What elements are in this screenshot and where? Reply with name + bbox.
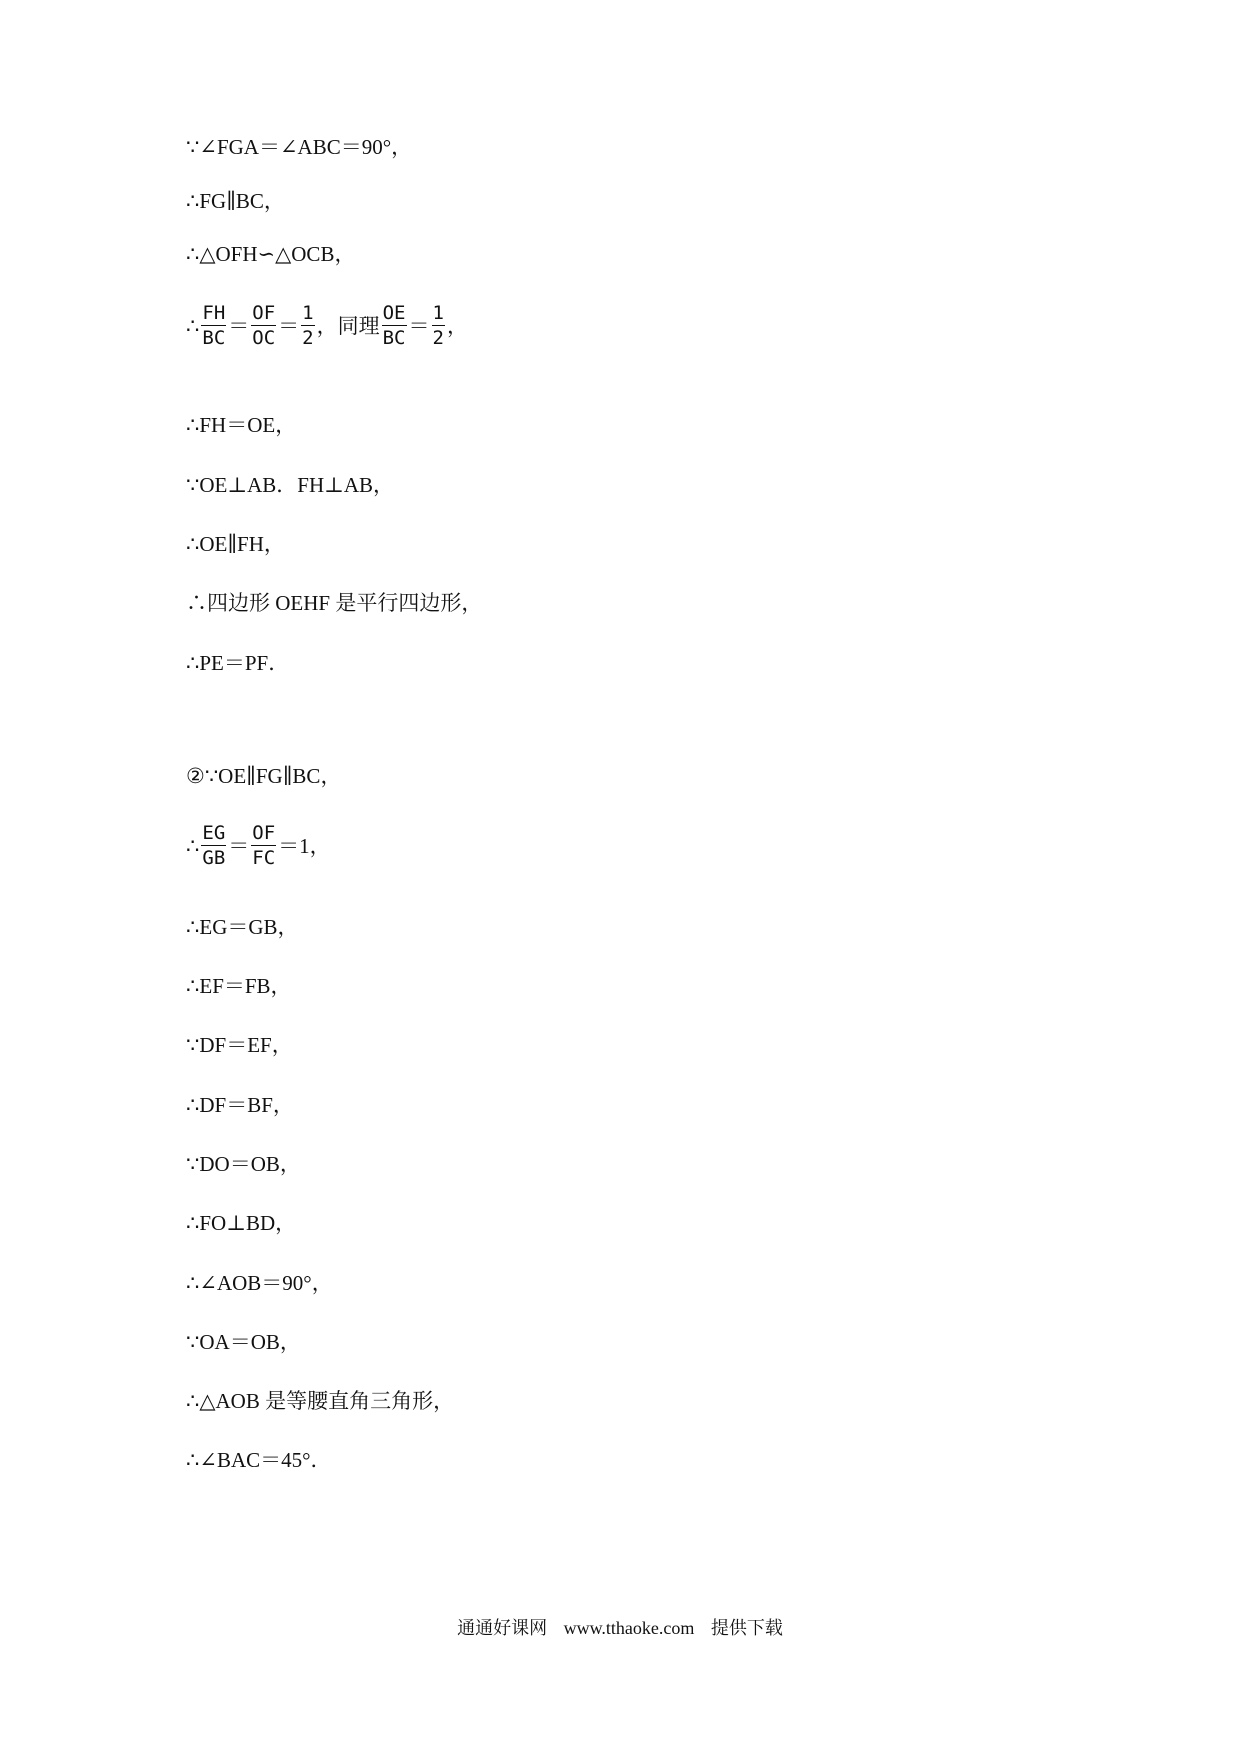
equals-sign: ＝ bbox=[228, 833, 250, 858]
fraction bbox=[251, 302, 276, 349]
fraction-numerator: 1 bbox=[302, 302, 314, 324]
text-segment: ，同理 bbox=[316, 313, 380, 338]
fraction-numerator: OF bbox=[252, 822, 276, 844]
therefore-symbol: ∴ bbox=[186, 313, 200, 338]
fraction-numerator: 1 bbox=[432, 302, 444, 324]
fraction-numerator: EG bbox=[202, 822, 226, 844]
fraction bbox=[201, 822, 226, 869]
fraction bbox=[382, 302, 407, 349]
footer-url[interactable]: www.tthaoke.com bbox=[563, 1618, 695, 1638]
proof-line: ∴FO⊥BD， bbox=[186, 1211, 297, 1235]
proof-line: ∴△AOB 是等腰直角三角形， bbox=[186, 1389, 455, 1413]
fraction bbox=[251, 822, 276, 869]
punctuation: ， bbox=[446, 313, 468, 338]
fraction-numerator: FH bbox=[202, 302, 226, 324]
text-segment: ＝1， bbox=[278, 833, 331, 858]
proof-line: ②∵OE∥FG∥BC， bbox=[186, 764, 342, 788]
footer-suffix: 提供下载 bbox=[710, 1618, 783, 1638]
proof-line: ∴△OFH∽△OCB， bbox=[186, 242, 356, 266]
proof-line: ∵OA＝OB， bbox=[186, 1330, 301, 1354]
footer-site-name: 通通好课网 bbox=[457, 1618, 548, 1638]
fraction-denominator: 2 bbox=[432, 327, 444, 349]
proof-line: ∴四边形 OEHF 是平行四边形， bbox=[186, 591, 483, 615]
fraction-denominator: OC bbox=[252, 327, 276, 349]
proof-line: ∵OE⊥AB．FH⊥AB， bbox=[186, 473, 395, 497]
fraction-denominator: BC bbox=[382, 327, 406, 349]
fraction-denominator: GB bbox=[202, 847, 226, 869]
proof-line: ∴∠BAC＝45°． bbox=[186, 1448, 332, 1472]
proof-line: ∵DF＝EF， bbox=[186, 1033, 293, 1057]
proof-line: ∴PE＝PF． bbox=[186, 651, 290, 675]
proof-line: ∴FH＝OE， bbox=[186, 413, 297, 437]
proof-line: ∴FG∥BC， bbox=[186, 189, 285, 213]
equals-sign: ＝ bbox=[228, 313, 250, 338]
fraction bbox=[201, 302, 226, 349]
proof-line: ∴EF＝FB， bbox=[186, 974, 292, 998]
proof-line: ∵DO＝OB， bbox=[186, 1152, 301, 1176]
proof-line-fractions bbox=[186, 302, 468, 349]
equals-sign: ＝ bbox=[408, 313, 430, 338]
fraction bbox=[301, 302, 314, 349]
fraction-denominator: BC bbox=[202, 327, 226, 349]
proof-line: ∴EG＝GB， bbox=[186, 915, 299, 939]
equals-sign: ＝ bbox=[278, 313, 300, 338]
fraction-numerator: OE bbox=[382, 302, 406, 324]
fraction-denominator: FC bbox=[252, 847, 276, 869]
page-footer bbox=[0, 1614, 1240, 1640]
proof-line: ∵∠FGA＝∠ABC＝90°， bbox=[186, 135, 413, 159]
proof-line: ∴DF＝BF， bbox=[186, 1093, 294, 1117]
proof-line-fractions bbox=[186, 822, 331, 869]
fraction-denominator: 2 bbox=[302, 327, 314, 349]
proof-line: ∴∠AOB＝90°， bbox=[186, 1271, 333, 1295]
proof-line: ∴OE∥FH， bbox=[186, 532, 285, 556]
fraction bbox=[432, 302, 445, 349]
fraction-numerator: OF bbox=[252, 302, 276, 324]
therefore-symbol: ∴ bbox=[186, 833, 200, 858]
